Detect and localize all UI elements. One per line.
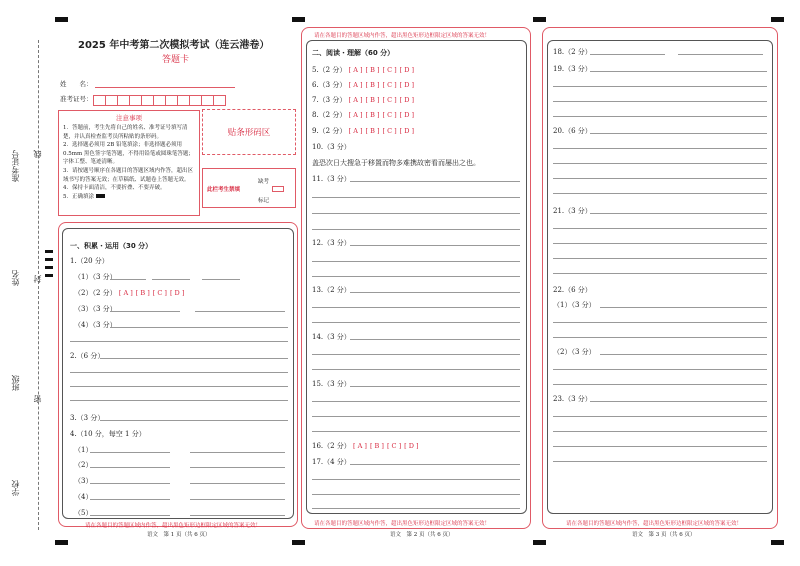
answer-line[interactable] [312,261,520,262]
answer-line[interactable] [70,400,288,401]
choice-options[interactable]: [ A ] [ B ] [ C ] [ D ] [348,111,415,119]
binding-class-label: 班级 [11,375,20,391]
alignment-mark [771,540,784,545]
answer-line[interactable] [70,372,288,373]
answer-line[interactable] [350,245,520,246]
filled-sample-icon [96,194,105,198]
alignment-mark [55,17,68,22]
choice-options[interactable]: [ A ] [ B ] [ C ] [ D ] [348,96,415,104]
notes-title: 注意事项 [116,114,142,122]
mc-question: 8.（2 分） [ A ] [ B ] [ C ] [ D ] [312,110,417,120]
binding-secret-label: 密 [33,395,42,403]
answer-line[interactable] [553,322,767,323]
answer-line[interactable] [350,181,520,182]
answer-line[interactable] [600,354,767,355]
answer-line[interactable] [100,358,288,359]
question-text: 盖恐次日大搜急于移置而物多难携故密看而屡出之也。 [312,159,480,167]
absent-label: 此栏考生禁填 [207,187,241,193]
mc-question: 9.（2 分） [ A ] [ B ] [ C ] [ D ] [312,126,417,136]
question-sublabel: （2）（3 分） [553,348,596,356]
question-sublabel: （1） [74,446,93,454]
answer-line[interactable] [590,133,767,134]
answer-line[interactable] [312,508,520,509]
answer-line[interactable] [553,193,767,194]
absent-mark-label: 缺考 [258,179,270,185]
binding-dashed-line [38,40,39,530]
page-title: 2025 年中考第二次模拟考试（连云港卷） [78,40,270,51]
absent-mark-label: 标记 [258,198,270,204]
answer-line[interactable] [350,339,520,340]
answer-line[interactable] [312,479,520,480]
notes-item: 1．答题前，考生先将自己的姓名、准考证号填写清楚，并认真检查监考员所粘贴的条形码。 [63,125,188,140]
question-label: 19.（3 分） [553,65,592,73]
question-sublabel: （5） [74,509,93,517]
answer-line[interactable] [553,86,767,87]
alignment-mark [533,540,546,545]
question-sublabel: （3） [74,477,93,485]
alignment-mark [55,540,68,545]
answer-line[interactable] [312,322,520,323]
answer-line[interactable] [553,369,767,370]
answer-line[interactable] [100,420,288,421]
answer-line[interactable] [590,54,665,55]
binding-exam-no-label: 准考证号 [11,150,20,182]
question-label: 18.（2 分） [553,48,592,56]
answer-line[interactable] [312,276,520,277]
section-heading: 二、阅读・理解（60 分） [312,49,395,57]
question-label: 14.（3 分） [312,333,351,341]
timing-mark [45,250,53,253]
alignment-mark [533,17,546,22]
absent-checkbox[interactable] [272,186,284,192]
answer-line[interactable] [70,386,288,387]
alignment-mark [292,540,305,545]
answer-line[interactable] [553,178,767,179]
page-footer: 语文 第 1 页（共 6 页） [147,532,211,538]
answer-line[interactable] [312,307,520,308]
answer-line[interactable] [312,494,520,495]
answer-line[interactable] [350,292,520,293]
answer-line[interactable] [312,369,520,370]
answer-line[interactable] [312,416,520,417]
answer-line[interactable] [600,307,767,308]
notes-item: 5．正确填涂 [63,193,195,202]
question-label: 11.（3 分） [312,175,351,183]
question-label: 2.（6 分） [70,352,105,360]
barcode-area [202,109,296,155]
answer-line[interactable] [110,279,146,280]
question-label: 22.（6 分） [553,286,592,294]
question-label: 15.（3 分） [312,380,351,388]
alignment-mark [771,17,784,22]
binding-school-label: 学校 [11,480,20,496]
answer-line[interactable] [190,483,285,484]
answer-line[interactable] [678,54,763,55]
answer-line[interactable] [553,148,767,149]
answer-line[interactable] [350,464,520,465]
answer-line[interactable] [90,499,170,500]
answer-line[interactable] [90,483,170,484]
answer-line[interactable] [312,431,520,432]
answer-line[interactable] [110,327,288,328]
binding-name-label: 姓名 [11,270,20,286]
answer-line[interactable] [590,71,767,72]
choice-options[interactable]: [ A ] [ B ] [ C ] [ D ] [118,289,185,297]
exam-no-label: 准考证号： [60,95,93,103]
warning-text: 请在各题目的答题区域内作答，超出黑色矩形边框限定区域的答案无效！ [314,521,491,527]
exam-no-boxes[interactable] [93,91,225,110]
question-label: （4）（3 分） [74,321,117,329]
answer-line[interactable] [70,341,288,342]
answer-line[interactable] [90,515,170,516]
question-label: 12.（3 分） [312,239,351,247]
answer-line[interactable] [553,431,767,432]
page-footer: 语文 第 2 页（共 6 页） [390,532,454,538]
answer-line[interactable] [553,163,767,164]
question-label: 3.（3 分） [70,414,105,422]
question-label: 1.（20 分） [70,257,109,265]
name-field[interactable] [95,87,235,88]
timing-mark [45,258,53,261]
answer-line[interactable] [350,386,520,387]
answer-line[interactable] [553,258,767,259]
answer-line[interactable] [553,101,767,102]
answer-line[interactable] [152,279,190,280]
question-sublabel: （4） [74,493,93,501]
mc-question: 7.（3 分） [ A ] [ B ] [ C ] [ D ] [312,95,417,105]
alignment-mark [292,17,305,22]
question-label: 21.（3 分） [553,207,592,215]
choice-options[interactable]: [ A ] [ B ] [ C ] [ D ] [348,81,415,89]
name-label: 姓 名： [60,80,93,88]
answer-line[interactable] [590,213,767,214]
question-label: 13.（2 分） [312,286,351,294]
answer-line[interactable] [110,311,180,312]
mc-question: 5.（2 分） [ A ] [ B ] [ C ] [ D ] [312,65,417,75]
notes-item: 3．请按题号顺序在各题目的答题区域内作答，超出区域书写的答案无效；在草稿纸、试题卷上答题无效。 [63,167,194,183]
answer-line[interactable] [90,452,170,453]
page-subtitle: 答题卡 [162,55,190,65]
answer-line[interactable] [553,446,767,447]
mc-question: 6.（3 分） [ A ] [ B ] [ C ] [ D ] [312,80,417,90]
barcode-label: 贴条形码区 [227,128,271,138]
answer-line[interactable] [312,401,520,402]
answer-line[interactable] [553,243,767,244]
question-label: （1）（3 分） [74,273,117,281]
answer-line[interactable] [553,273,767,274]
answer-line[interactable] [190,515,285,516]
mc-question: 16.（2 分） [ A ] [ B ] [ C ] [ D ] [312,441,422,451]
binding-line-label: 线 [33,150,42,158]
question-label: 20.（6 分） [553,127,592,135]
question-label: 17.（4 分） [312,458,351,466]
answer-line[interactable] [190,499,285,500]
choice-options[interactable]: [ A ] [ B ] [ C ] [ D ] [348,127,415,135]
warning-text: 请在各题目的答题区域内作答，超出黑色矩形边框限定区域的答案无效！ [314,33,491,39]
answer-line[interactable] [553,461,767,462]
answer-line[interactable] [312,213,520,214]
absent-box [202,168,296,208]
section-heading: 一、积累・运用（30 分） [70,242,153,250]
notes-item: 4．保持卡面清洁，不要折叠、不要弄破。 [63,185,166,192]
answer-line[interactable] [202,279,240,280]
question-label: 4.（10 分，每空 1 分） [70,430,146,438]
answer-line[interactable] [590,401,767,402]
answer-line[interactable] [553,384,767,385]
question-sublabel: （1）（3 分） [553,301,596,309]
choice-options[interactable]: [ A ] [ B ] [ C ] [ D ] [353,442,419,450]
answer-box-section3 [547,40,773,514]
answer-line[interactable] [553,416,767,417]
answer-line[interactable] [312,354,520,355]
warning-text: 请在各题目的答题区域内作答，超出黑色矩形边框限定区域的答案无效！ [85,523,262,529]
answer-line[interactable] [553,228,767,229]
question-label: （2）（2 分） [ A ] [ B ] [ C ] [ D ] [74,288,187,298]
binding-seal-label: 封 [33,275,42,283]
warning-text: 请在各题目的答题区域内作答，超出黑色矩形边框限定区域的答案无效！ [566,521,743,527]
timing-mark [45,274,53,277]
page-footer: 语文 第 3 页（共 6 页） [632,532,696,538]
answer-line[interactable] [312,197,520,198]
question-sublabel: （2） [74,461,93,469]
choice-options[interactable]: [ A ] [ B ] [ C ] [ D ] [348,66,415,74]
answer-line[interactable] [190,467,285,468]
question-label: （3）（3 分） [74,305,117,313]
timing-mark [45,266,53,269]
answer-line[interactable] [195,311,285,312]
question-label: 23.（3 分） [553,395,592,403]
answer-line[interactable] [312,229,520,230]
answer-line[interactable] [190,452,285,453]
question-label: 10.（3 分） [312,143,351,151]
answer-line[interactable] [553,337,767,338]
notes-box [58,110,200,216]
notes-item: 2．选择题必须用 2B 铅笔填涂；非选择题必须用 0.5mm 黑色签字笔答题，不得用铅笔或圆珠笔答题；字体工整、笔迹清晰。 [63,142,194,166]
answer-line[interactable] [553,116,767,117]
answer-line[interactable] [90,467,170,468]
